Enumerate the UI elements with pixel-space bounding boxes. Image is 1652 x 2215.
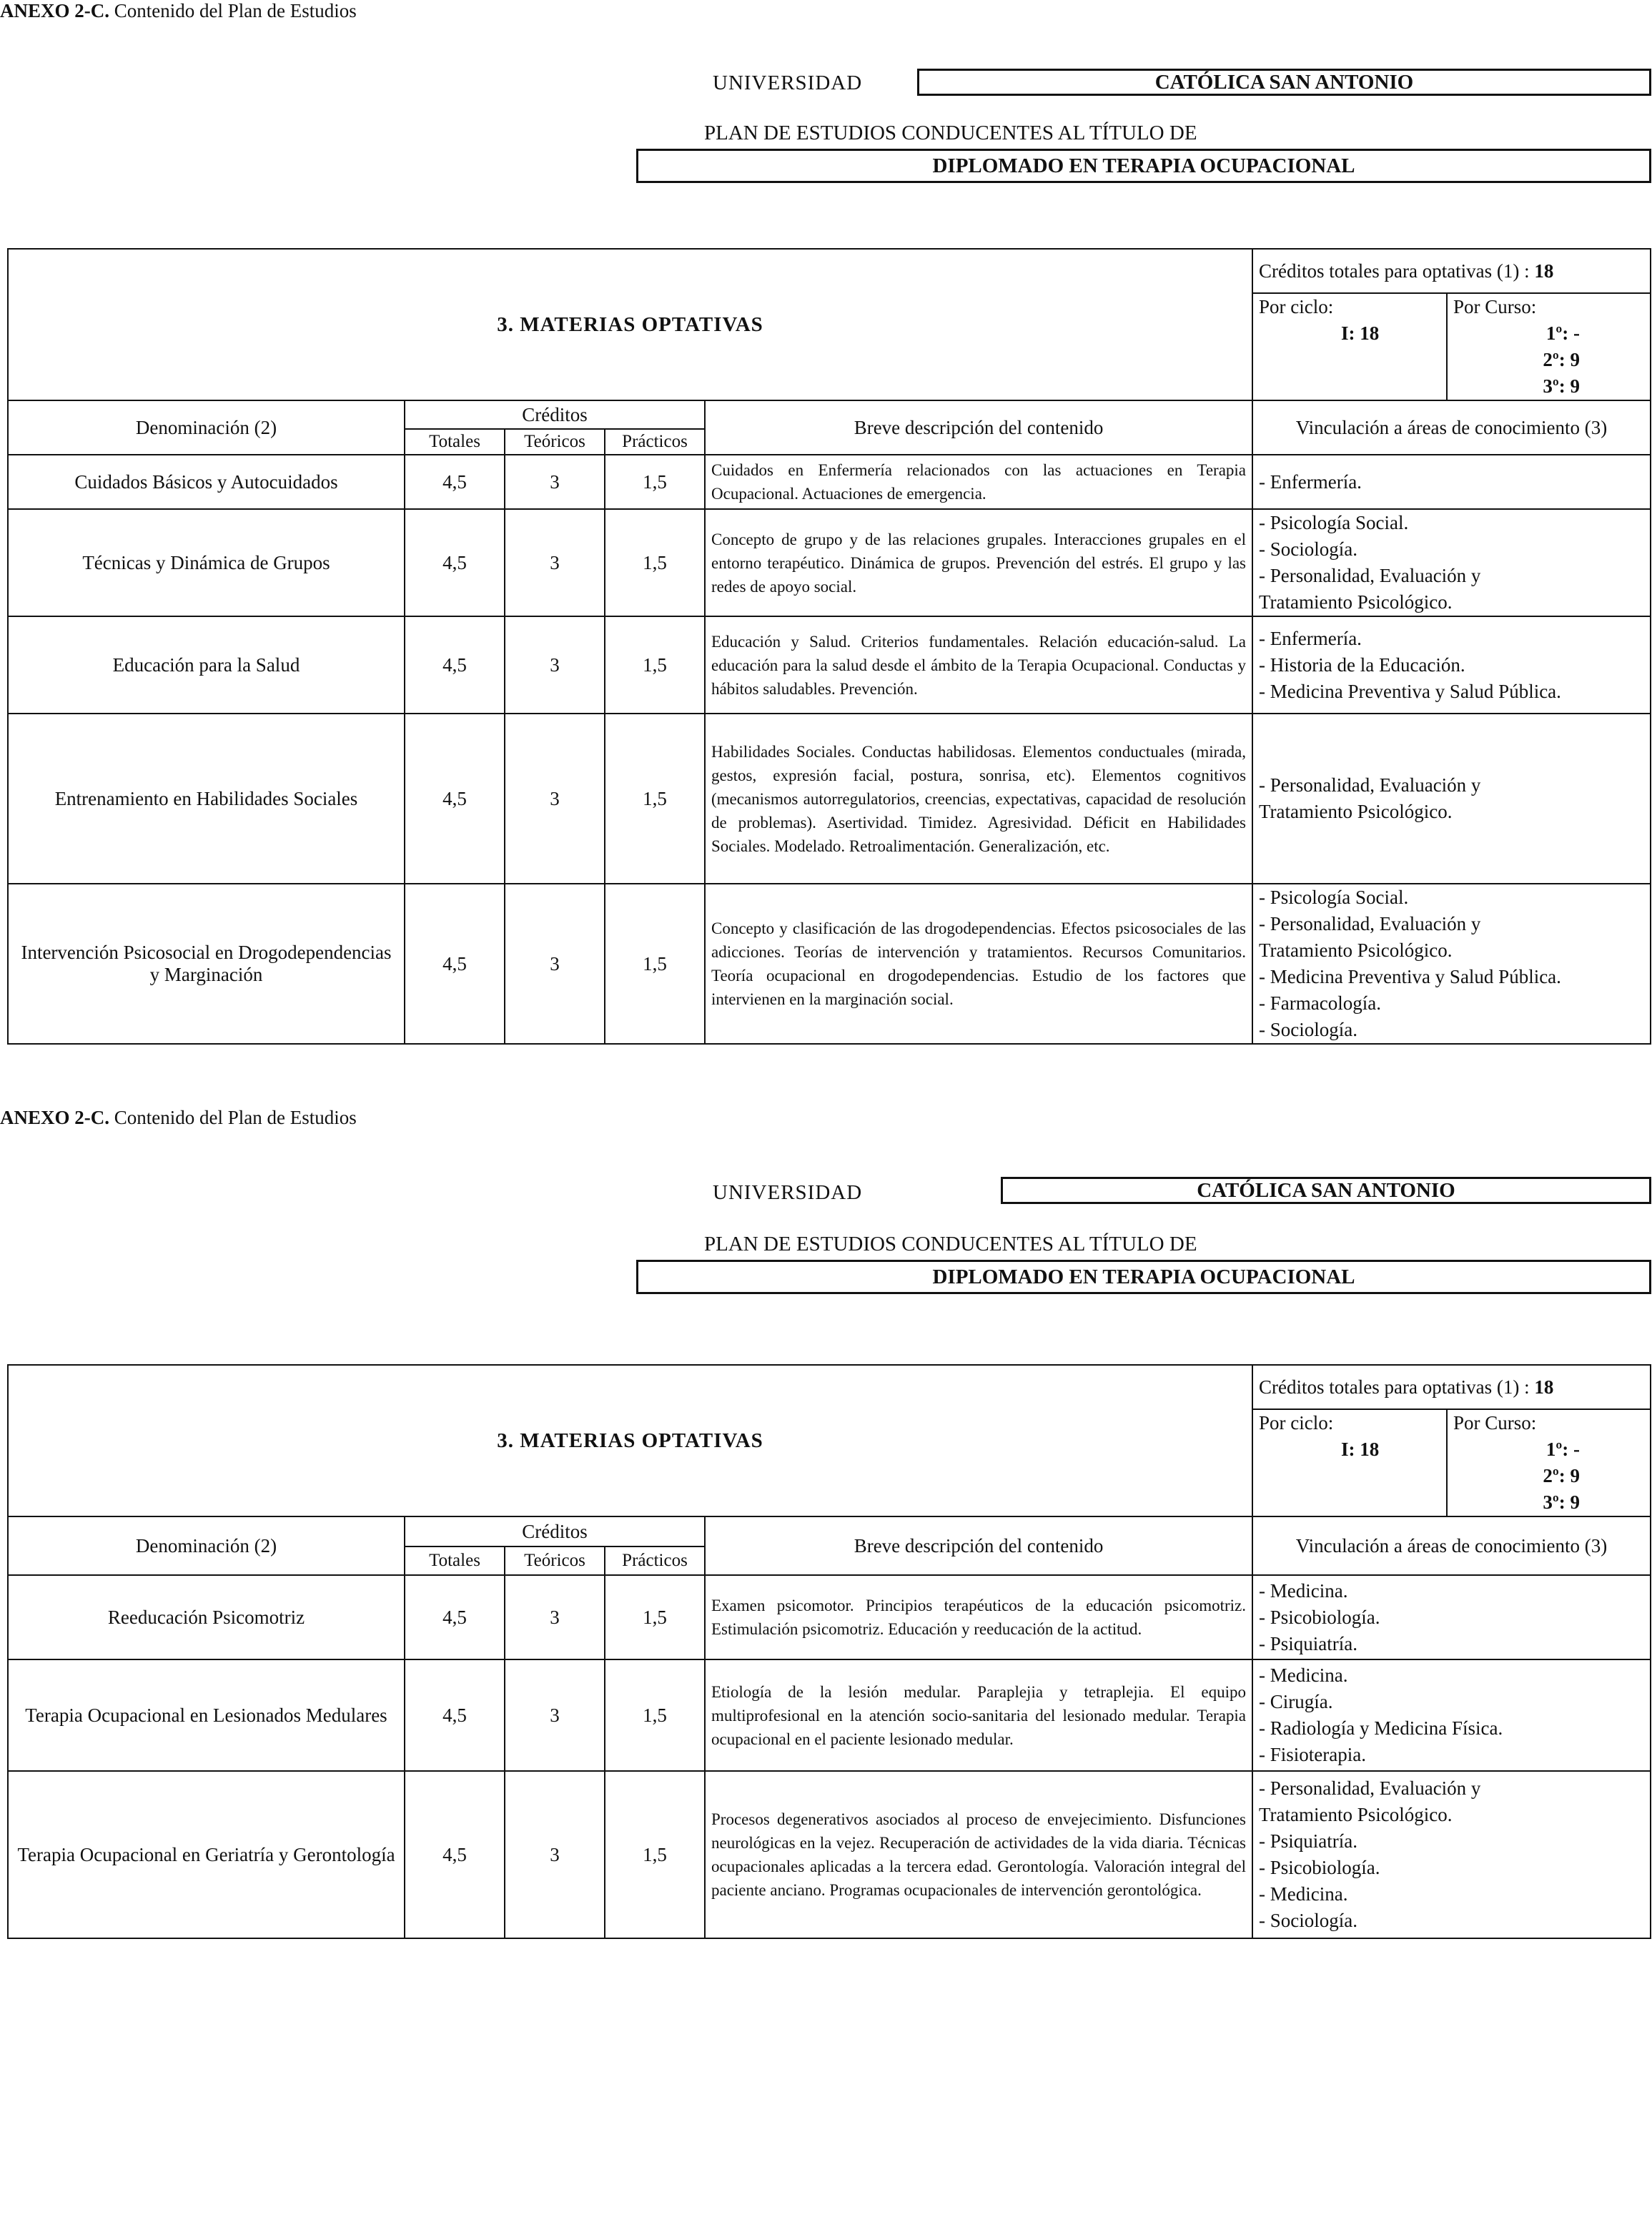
header-descripcion: Breve descripción del contenido bbox=[705, 1516, 1252, 1575]
header-descripcion: Breve descripción del contenido bbox=[705, 400, 1252, 455]
cell-denominacion: Cuidados Básicos y Autocuidados bbox=[8, 455, 405, 509]
table-row bbox=[8, 455, 1651, 509]
cell-practicos: 1,5 bbox=[605, 455, 705, 509]
plan-label: PLAN DE ESTUDIOS CONDUCENTES AL TÍTULO DE bbox=[704, 122, 1197, 144]
cell-descripcion: Habilidades Sociales. Conductas habilidosas. Elementos conductuales (mirada, gestos, expresión facial, postura, sonrisa, etc). Elementos cognitivos (mecanismos autorregulatorios, creencias, expectativas, capacidad de resolución de problemas). Asertividad. Timidez. Agresividad. Déficit en Habilidades Sociales. Modelado. Retroalimentación. Generalización, etc. bbox=[705, 714, 1252, 884]
cell-practicos: 1,5 bbox=[605, 509, 705, 616]
table-row bbox=[8, 616, 1651, 714]
cell-totales: 4,5 bbox=[405, 884, 505, 1044]
table-row bbox=[8, 1575, 1651, 1659]
cell-totales: 4,5 bbox=[405, 509, 505, 616]
creditos-totales: Créditos totales para optativas (1) : 18 bbox=[1252, 1365, 1651, 1409]
materias-optativas-table bbox=[7, 248, 1651, 1045]
cell-descripcion: Cuidados en Enfermería relacionados con las actuaciones en Terapia Ocupacional. Actuaciones de emergencia. bbox=[705, 455, 1252, 509]
cell-teoricos: 3 bbox=[505, 509, 605, 616]
cell-areas: - Psicología Social. - Sociología. - Personalidad, Evaluación y Tratamiento Psicológico. bbox=[1252, 509, 1651, 616]
header-practicos: Prácticos bbox=[605, 429, 705, 455]
por-ciclo: Por ciclo: I: 18 bbox=[1252, 1409, 1447, 1516]
cell-areas: - Enfermería. - Historia de la Educación. - Medicina Preventiva y Salud Pública. bbox=[1252, 616, 1651, 714]
plan-value: DIPLOMADO EN TERAPIA OCUPACIONAL bbox=[636, 149, 1651, 183]
cell-denominacion: Educación para la Salud bbox=[8, 616, 405, 714]
header-totales: Totales bbox=[405, 429, 505, 455]
cell-practicos: 1,5 bbox=[605, 1771, 705, 1938]
plan-label: PLAN DE ESTUDIOS CONDUCENTES AL TÍTULO DE bbox=[704, 1233, 1197, 1256]
cell-areas: - Psicología Social. - Personalidad, Evaluación y Tratamiento Psicológico. - Medicina Preventiva y Salud Pública. - Farmacología. - Sociología. bbox=[1252, 884, 1651, 1044]
cell-practicos: 1,5 bbox=[605, 1575, 705, 1659]
cell-teoricos: 3 bbox=[505, 884, 605, 1044]
cell-denominacion: Reeducación Psicomotriz bbox=[8, 1575, 405, 1659]
section-title: 3. MATERIAS OPTATIVAS bbox=[8, 1365, 1252, 1516]
por-curso: Por Curso: 1º: - 2º: 9 3º: 9 bbox=[1447, 293, 1651, 400]
header-vinculacion: Vinculación a áreas de conocimiento (3) bbox=[1252, 400, 1651, 455]
cell-practicos: 1,5 bbox=[605, 1659, 705, 1771]
cell-teoricos: 3 bbox=[505, 1771, 605, 1938]
header-denominacion: Denominación (2) bbox=[8, 1516, 405, 1575]
cell-areas: - Enfermería. bbox=[1252, 455, 1651, 509]
cell-denominacion: Entrenamiento en Habilidades Sociales bbox=[8, 714, 405, 884]
anexo-heading: ANEXO 2-C. Contenido del Plan de Estudios bbox=[0, 0, 357, 21]
header-creditos: Créditos bbox=[405, 400, 705, 429]
materias-optativas-table bbox=[7, 1364, 1651, 1939]
cell-practicos: 1,5 bbox=[605, 884, 705, 1044]
cell-practicos: 1,5 bbox=[605, 714, 705, 884]
cell-descripcion: Etiología de la lesión medular. Paraplejia y tetraplejia. El equipo multiprofesional en la atención socio-sanitaria del lesionado medular. Terapia ocupacional en el paciente lesionado medular. bbox=[705, 1659, 1252, 1771]
cell-totales: 4,5 bbox=[405, 616, 505, 714]
cell-totales: 4,5 bbox=[405, 455, 505, 509]
header-teoricos: Teóricos bbox=[505, 1546, 605, 1575]
cell-descripcion: Concepto y clasificación de las drogodependencias. Efectos psicosociales de las adicciones. Teorías de intervención y tratamientos. Recursos Comunitarios. Teoría ocupacional en drogodependencias. Estudio de los factores que intervienen en la marginación social. bbox=[705, 884, 1252, 1044]
cell-areas: - Personalidad, Evaluación y Tratamiento Psicológico. bbox=[1252, 714, 1651, 884]
cell-totales: 4,5 bbox=[405, 1771, 505, 1938]
cell-teoricos: 3 bbox=[505, 455, 605, 509]
table-row bbox=[8, 1771, 1651, 1938]
cell-areas: - Personalidad, Evaluación y Tratamiento Psicológico. - Psiquiatría. - Psicobiología. - Medicina. - Sociología. bbox=[1252, 1771, 1651, 1938]
table-row bbox=[8, 1659, 1651, 1771]
section-title: 3. MATERIAS OPTATIVAS bbox=[8, 249, 1252, 400]
header-practicos: Prácticos bbox=[605, 1546, 705, 1575]
universidad-label: UNIVERSIDAD bbox=[713, 71, 863, 94]
header-creditos: Créditos bbox=[405, 1516, 705, 1546]
por-ciclo: Por ciclo: I: 18 bbox=[1252, 293, 1447, 400]
table-row bbox=[8, 509, 1651, 616]
cell-totales: 4,5 bbox=[405, 1659, 505, 1771]
universidad-label: UNIVERSIDAD bbox=[713, 1181, 863, 1204]
cell-descripcion: Concepto de grupo y de las relaciones grupales. Interacciones grupales en el entorno terapéutico. Dinámica de grupos. Prevención del estrés. El grupo y las redes de apoyo social. bbox=[705, 509, 1252, 616]
cell-practicos: 1,5 bbox=[605, 616, 705, 714]
cell-areas: - Medicina. - Cirugía. - Radiología y Medicina Física. - Fisioterapia. bbox=[1252, 1659, 1651, 1771]
cell-totales: 4,5 bbox=[405, 1575, 505, 1659]
cell-teoricos: 3 bbox=[505, 616, 605, 714]
universidad-value: CATÓLICA SAN ANTONIO bbox=[1001, 1177, 1651, 1204]
cell-denominacion: Técnicas y Dinámica de Grupos bbox=[8, 509, 405, 616]
cell-teoricos: 3 bbox=[505, 714, 605, 884]
creditos-totales: Créditos totales para optativas (1) : 18 bbox=[1252, 249, 1651, 293]
cell-areas: - Medicina. - Psicobiología. - Psiquiatría. bbox=[1252, 1575, 1651, 1659]
universidad-value: CATÓLICA SAN ANTONIO bbox=[917, 69, 1651, 96]
cell-denominacion: Terapia Ocupacional en Geriatría y Gerontología bbox=[8, 1771, 405, 1938]
cell-teoricos: 3 bbox=[505, 1575, 605, 1659]
cell-totales: 4,5 bbox=[405, 714, 505, 884]
cell-denominacion: Terapia Ocupacional en Lesionados Medulares bbox=[8, 1659, 405, 1771]
header-vinculacion: Vinculación a áreas de conocimiento (3) bbox=[1252, 1516, 1651, 1575]
cell-denominacion: Intervención Psicosocial en Drogodependencias y Marginación bbox=[8, 884, 405, 1044]
header-denominacion: Denominación (2) bbox=[8, 400, 405, 455]
cell-descripcion: Procesos degenerativos asociados al proceso de envejecimiento. Disfunciones neurológicas en la vejez. Recuperación de actividades de la vida diaria. Técnicas ocupacionales aplicadas a la tercera edad. Gerontología. Valoración integral del paciente anciano. Programas ocupacionales de intervención gerontológica. bbox=[705, 1771, 1252, 1938]
table-row bbox=[8, 714, 1651, 884]
anexo-heading: ANEXO 2-C. Contenido del Plan de Estudios bbox=[0, 1107, 357, 1128]
document-page-2 bbox=[0, 1107, 1652, 2215]
table-row bbox=[8, 884, 1651, 1044]
cell-teoricos: 3 bbox=[505, 1659, 605, 1771]
plan-value: DIPLOMADO EN TERAPIA OCUPACIONAL bbox=[636, 1260, 1651, 1294]
por-curso: Por Curso: 1º: - 2º: 9 3º: 9 bbox=[1447, 1409, 1651, 1516]
header-teoricos: Teóricos bbox=[505, 429, 605, 455]
cell-descripcion: Educación y Salud. Criterios fundamentales. Relación educación-salud. La educación para la salud desde el ámbito de la Terapia Ocupacional. Conductas y hábitos saludables. Prevención. bbox=[705, 616, 1252, 714]
cell-descripcion: Examen psicomotor. Principios terapéuticos de la educación psicomotriz. Estimulación psicomotriz. Educación y reeducación de la actitud. bbox=[705, 1575, 1252, 1659]
header-totales: Totales bbox=[405, 1546, 505, 1575]
